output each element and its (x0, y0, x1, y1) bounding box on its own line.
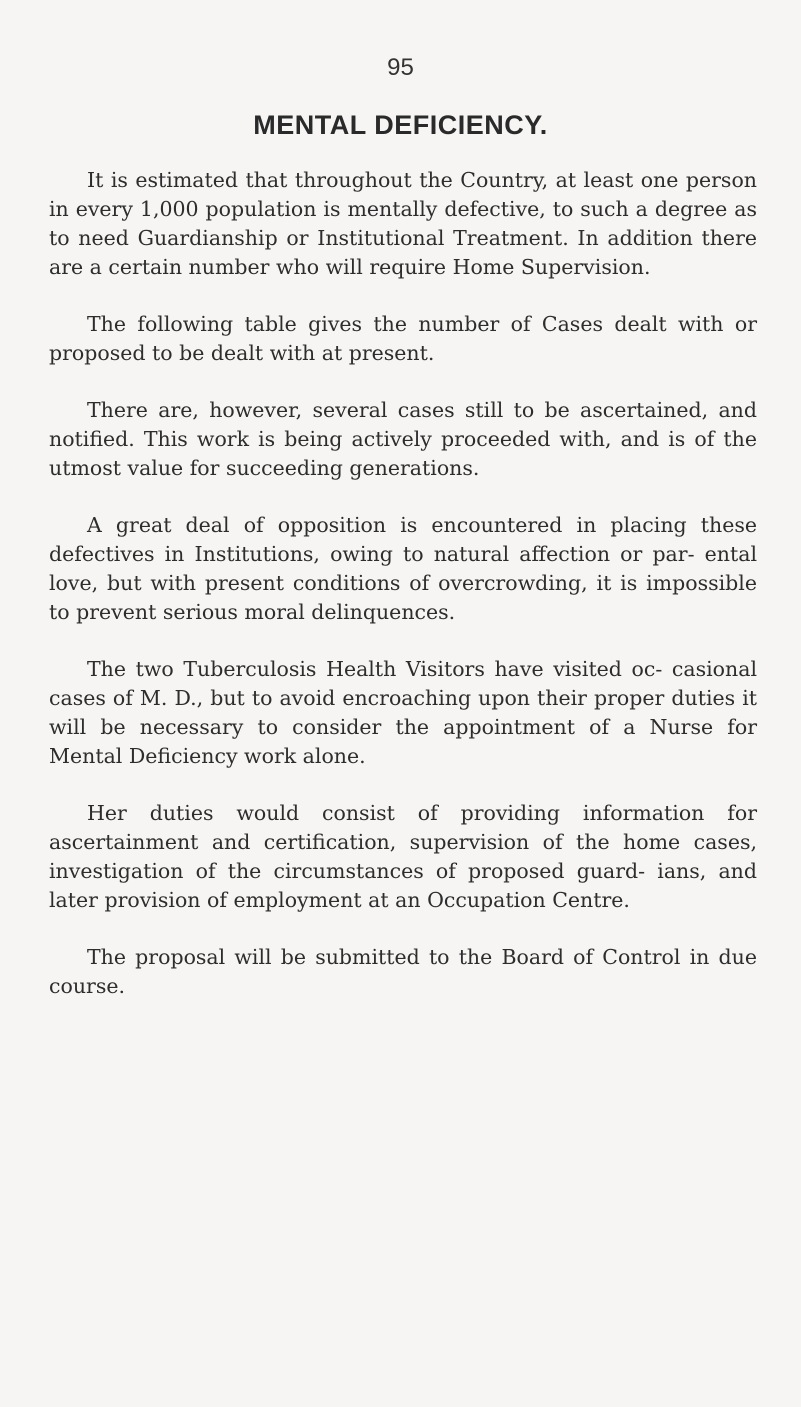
page-title: MENTAL DEFICIENCY. (253, 110, 548, 140)
paragraph-7: The proposal will be submitted to the Board of Control in due course. (49, 945, 757, 998)
paragraph-1: It is estimated that throughout the Country, at least one person in every 1,000 population is mentally defective, to such a degree as to need Guardianship or Institutional Treatment. In addition there are a certain number who will require Home Supervision. (49, 168, 757, 279)
paragraph-5: The two Tuberculosis Health Visitors have visited oc- casional cases of M. D., but to avoid encroaching upon their proper duties it will be necessary to consider the appointment of a Nurse for Mental Deficiency work alone. (49, 657, 757, 768)
body-text (49, 166, 757, 1001)
paragraph-4: A great deal of opposition is encountered in placing these defectives in Institutions, owing to natural affection or par- ental love, but with present conditions of overcrowding, it is impossible to prevent serious moral delinquences. (49, 513, 757, 624)
paragraph-6: Her duties would consist of providing information for ascertainment and certification, supervision of the home cases, investigation of the circumstances of proposed guard- ians, and later provision of employment at an Occupation Centre. (49, 801, 757, 912)
paragraph-3: There are, however, several cases still to be ascertained, and notified. This work is being actively proceeded with, and is of the utmost value for succeeding generations. (49, 398, 757, 480)
paragraph-2: The following table gives the number of Cases dealt with or proposed to be dealt with at present. (49, 312, 757, 365)
page-number: 95 (387, 54, 414, 81)
